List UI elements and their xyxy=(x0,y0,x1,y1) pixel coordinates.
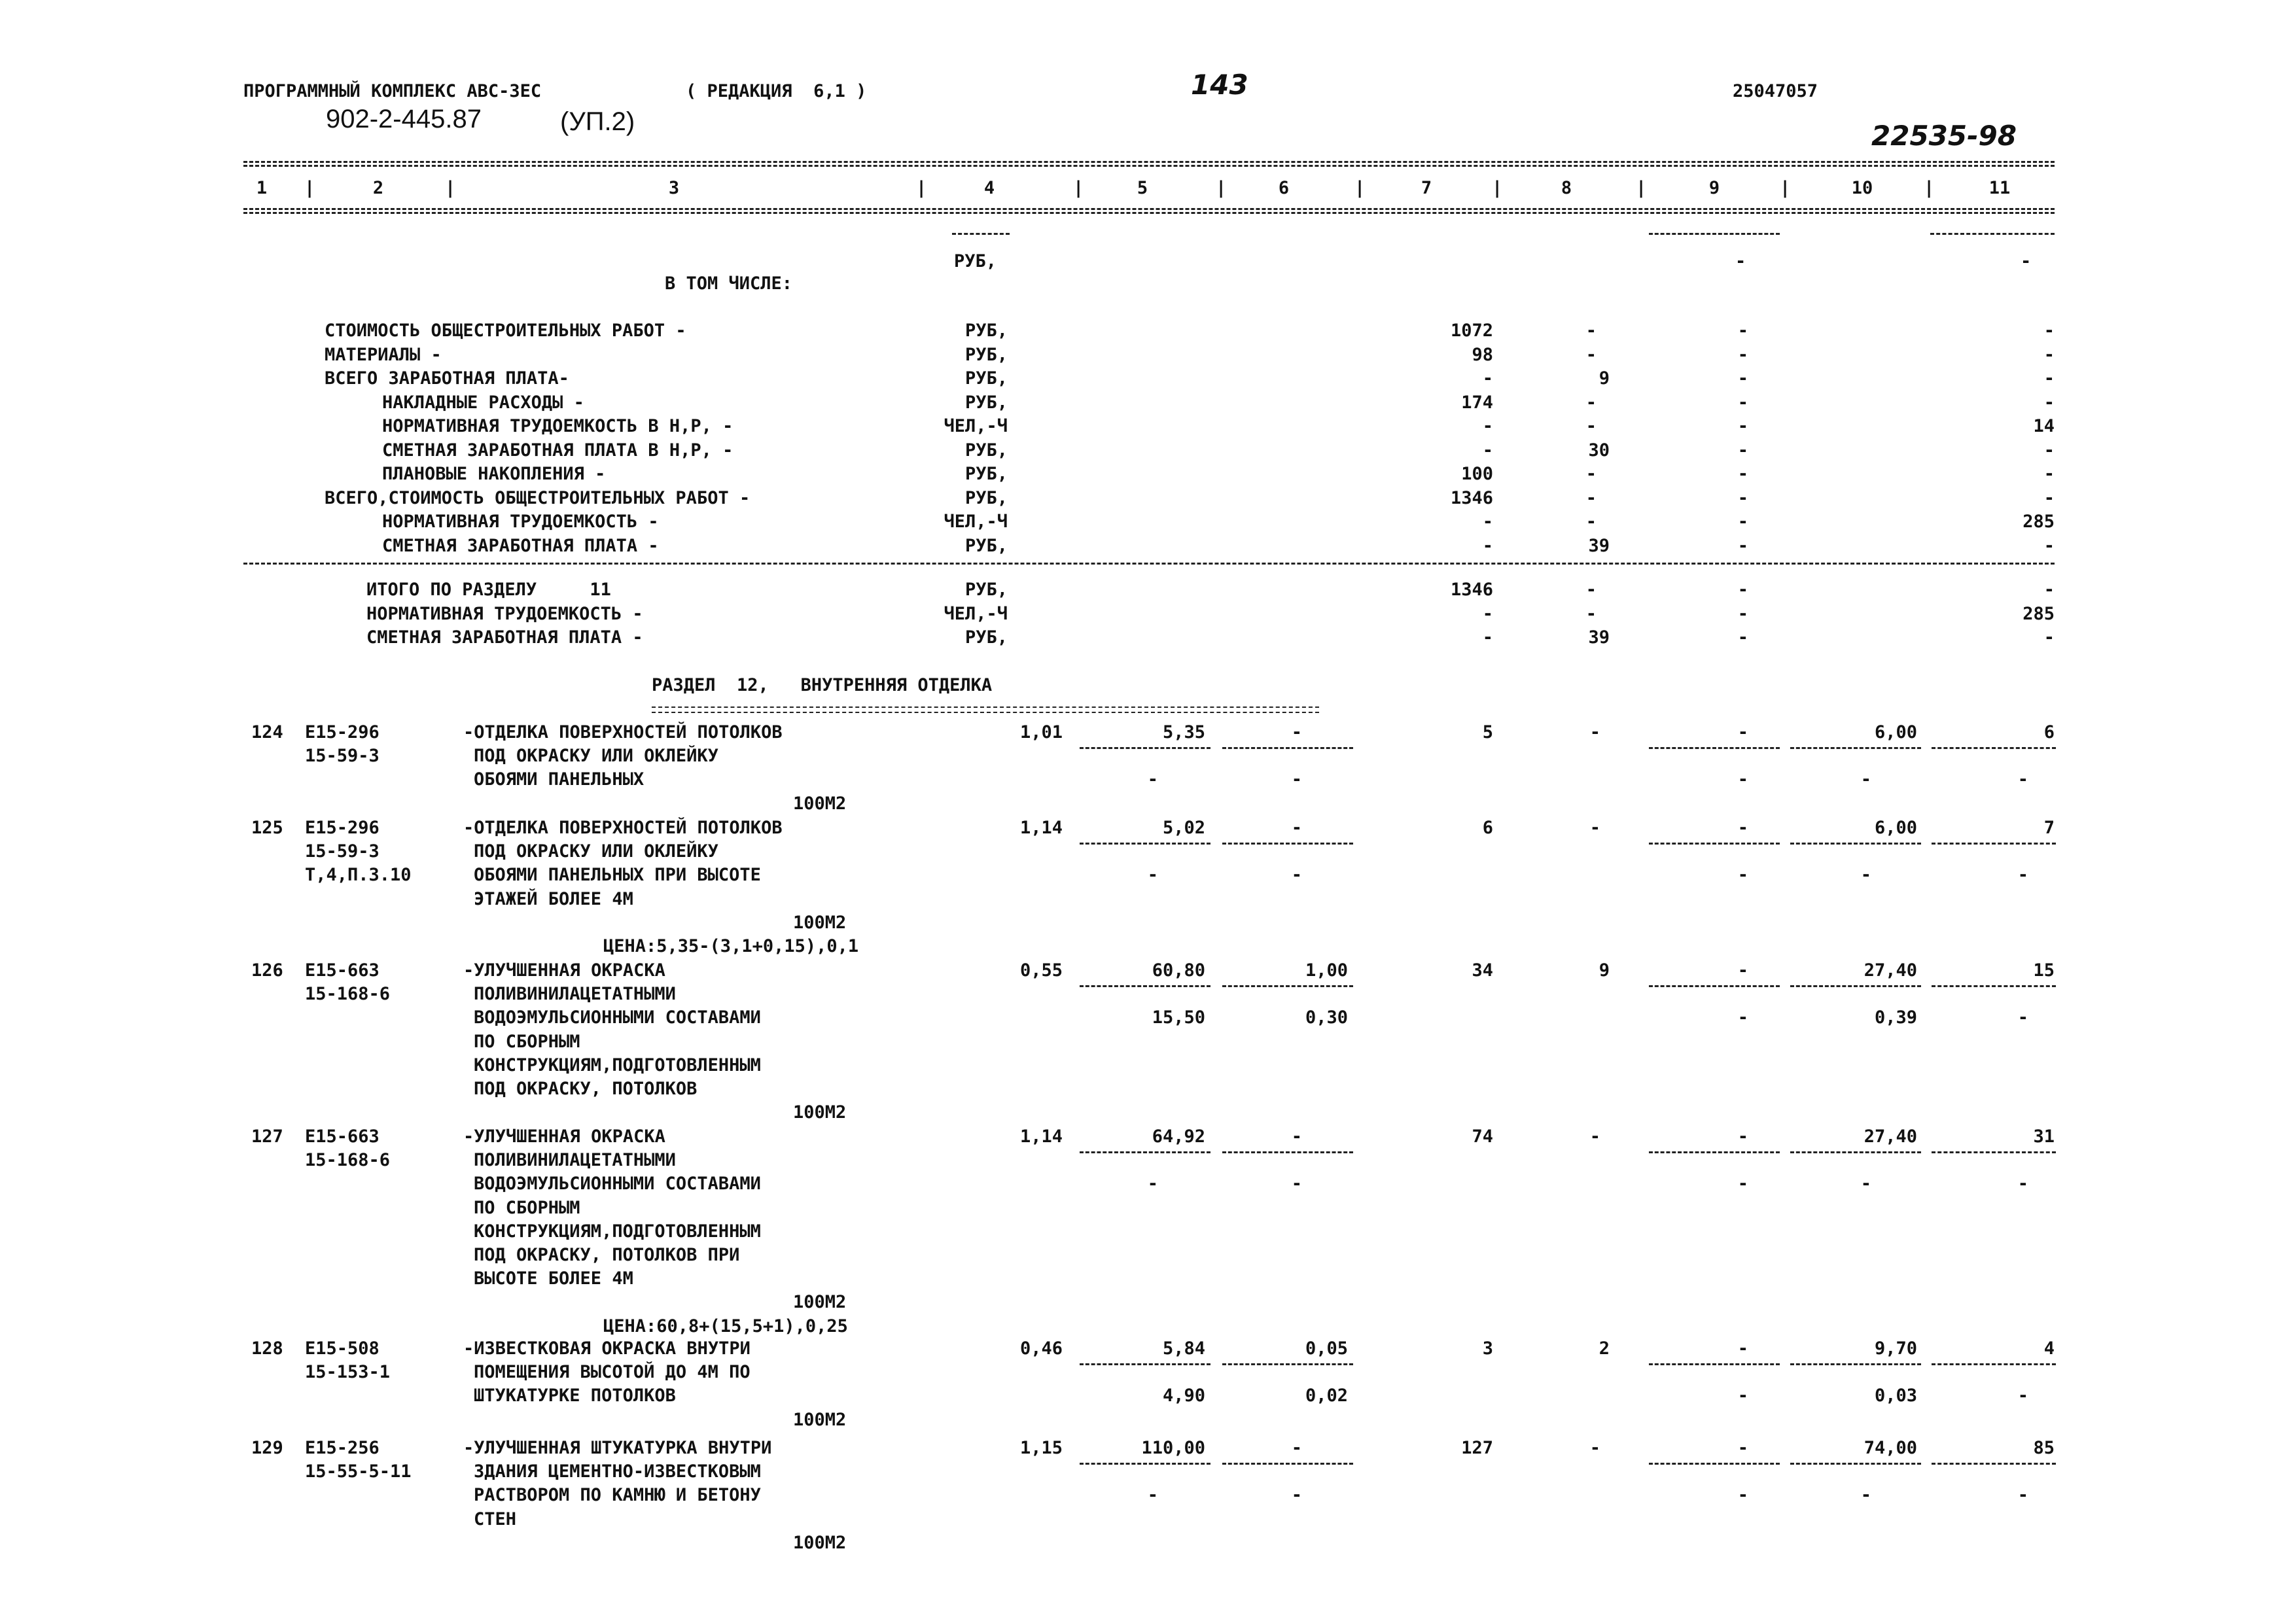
dash-mark: - xyxy=(1735,251,1746,271)
item-c9: - xyxy=(1737,1338,1748,1359)
item-code-ref: 15-153-1 xyxy=(305,1362,391,1383)
item-c9-lower: - xyxy=(1737,1174,1748,1195)
summary-bottom-rule xyxy=(243,563,2055,565)
column-separator: | xyxy=(1216,178,1227,198)
item-unit-cost-wage: - xyxy=(1147,1174,1158,1195)
item-description-line: СТЕН xyxy=(474,1509,517,1529)
summary-row-unit: РУБ, xyxy=(964,440,1008,461)
column-header-8: 8 xyxy=(1561,178,1572,198)
total-row-label: ИТОГО ПО РАЗДЕЛУ 11 xyxy=(366,580,611,600)
section-underline xyxy=(652,707,1319,713)
item-description-line: ОБОЯМИ ПАНЕЛЬНЫХ ПРИ ВЫСОТЕ xyxy=(474,865,761,886)
summary-row-c11: 14 xyxy=(2033,416,2055,436)
summary-row-cost: - xyxy=(1482,535,1493,556)
item-price-formula: ЦЕНА:5,35-(3,1+0,15),0,1 xyxy=(603,936,859,956)
summary-row-cost: 1346 xyxy=(1450,487,1493,508)
item-c9-lower: - xyxy=(1737,1007,1748,1028)
item-total-cost: 127 xyxy=(1461,1438,1493,1458)
item-description-line: ПОЛИВИНИЛАЦЕТАТНЫМИ xyxy=(474,1150,676,1171)
summary-row-cost: 98 xyxy=(1472,344,1493,365)
total-row-c9: - xyxy=(1737,603,1748,624)
column-separator: | xyxy=(1073,178,1084,198)
summary-row-unit: РУБ, xyxy=(964,464,1008,484)
fraction-rule-c5 xyxy=(1080,985,1210,987)
item-description-line: ОБОЯМИ ПАНЕЛЬНЫХ xyxy=(474,769,645,790)
summary-row-c9: - xyxy=(1737,416,1748,436)
item-code: Е15-663 xyxy=(305,960,380,981)
item-description-line: -ОТДЕЛКА ПОВЕРХНОСТЕЙ ПОТОЛКОВ xyxy=(463,818,783,838)
summary-row-unit: РУБ, xyxy=(964,392,1008,413)
summary-row-c9: - xyxy=(1737,321,1748,341)
item-description-line: ПОЛИВИНИЛАЦЕТАТНЫМИ xyxy=(474,984,676,1005)
item-labor-machine-total: - xyxy=(2017,1007,2028,1028)
item-unit-machine-wage: - xyxy=(1291,1174,1302,1195)
total-row-label: СМЕТНАЯ ЗАРАБОТНАЯ ПЛАТА - xyxy=(366,627,643,648)
summary-row-c11: 285 xyxy=(2022,512,2055,532)
item-unit-cost-wage: 4,90 xyxy=(1162,1386,1205,1406)
table-top-rule-2 xyxy=(243,165,2055,167)
item-unit-measure: 100М2 xyxy=(793,1102,847,1123)
summary-row-label: СМЕТНАЯ ЗАРАБОТНАЯ ПЛАТА - xyxy=(382,535,659,556)
fraction-rule-c5 xyxy=(1080,1151,1210,1153)
summary-row-c9: - xyxy=(1737,512,1748,532)
column-header-7: 7 xyxy=(1421,178,1432,198)
item-unit-measure: 100М2 xyxy=(793,1532,847,1553)
item-number: 124 xyxy=(251,722,283,742)
item-number: 129 xyxy=(251,1438,283,1458)
column-header-10: 10 xyxy=(1851,178,1873,198)
summary-row-unit: ЧЕЛ,-Ч xyxy=(944,512,1008,532)
column-separator: | xyxy=(1492,178,1503,198)
item-description-line: ВЫСОТЕ БОЛЕЕ 4М xyxy=(474,1268,633,1289)
summary-row-label: ПЛАНОВЫЕ НАКОПЛЕНИЯ - xyxy=(382,464,606,484)
item-code: Е15-663 xyxy=(305,1126,380,1147)
summary-row-unit: РУБ, xyxy=(964,321,1008,341)
item-code-ref: 15-55-5-11 xyxy=(305,1461,412,1482)
fraction-rule-c11 xyxy=(1932,747,2056,749)
item-unit-machine-wage: - xyxy=(1291,1485,1302,1506)
item-unit-cost: 5,35 xyxy=(1162,722,1205,742)
summary-row-c11: - xyxy=(2043,535,2055,556)
item-unit-cost-wage: - xyxy=(1147,769,1158,790)
summary-row-label: СМЕТНАЯ ЗАРАБОТНАЯ ПЛАТА В Н,Р, - xyxy=(382,440,733,461)
column-separator: | xyxy=(1780,178,1791,198)
total-row-cost: - xyxy=(1482,627,1493,648)
summary-row-c11: - xyxy=(2043,487,2055,508)
total-row-c8: - xyxy=(1585,580,1597,600)
summary-row-unit: ЧЕЛ,-Ч xyxy=(944,416,1008,436)
top-dash-c4 xyxy=(952,233,1010,235)
item-unit-wage: - xyxy=(1291,1438,1302,1458)
item-labor-machine-total: - xyxy=(2017,1386,2028,1406)
item-code-ref: 15-59-3 xyxy=(305,746,380,767)
top-dash-c9 xyxy=(1649,233,1780,235)
total-row-c9: - xyxy=(1737,627,1748,648)
item-total-cost: 3 xyxy=(1482,1338,1493,1359)
item-labor-machine-total: - xyxy=(2017,769,2028,790)
summary-row-c11: - xyxy=(2043,392,2055,413)
project-code: 902-2-445.87 xyxy=(326,105,482,133)
summary-row-c9: - xyxy=(1737,440,1748,461)
total-row-c11: 285 xyxy=(2022,603,2055,624)
item-unit-wage: - xyxy=(1291,818,1302,838)
item-unit-cost-wage: - xyxy=(1147,865,1158,886)
summary-row-label: МАТЕРИАЛЫ - xyxy=(325,344,442,365)
item-number: 127 xyxy=(251,1126,283,1147)
column-header-11: 11 xyxy=(1988,178,2011,198)
item-unit-machine-wage: 0,30 xyxy=(1305,1007,1348,1028)
column-separator: | xyxy=(1636,178,1647,198)
fraction-rule-c9 xyxy=(1649,1363,1780,1365)
item-quantity: 0,55 xyxy=(1019,960,1063,981)
table-top-rule xyxy=(243,161,2055,163)
column-header-5: 5 xyxy=(1137,178,1148,198)
item-labor-norm: 6,00 xyxy=(1874,818,1917,838)
in-that-number-label: В ТОМ ЧИСЛЕ: xyxy=(665,273,793,294)
summary-row-label: НОРМАТИВНАЯ ТРУДОЕМКОСТЬ В Н,Р, - xyxy=(382,416,733,436)
item-labor-norm: 27,40 xyxy=(1863,960,1917,981)
item-number: 125 xyxy=(251,818,283,838)
item-unit-cost-wage: - xyxy=(1147,1485,1158,1506)
page-number: 143 xyxy=(1191,69,1248,101)
fraction-rule-c9 xyxy=(1649,843,1780,845)
item-labor-total: 4 xyxy=(2043,1338,2055,1359)
item-unit-measure: 100М2 xyxy=(793,1292,847,1313)
summary-row-label: ВСЕГО ЗАРАБОТНАЯ ПЛАТА- xyxy=(325,368,569,389)
item-unit-measure: 100М2 xyxy=(793,793,847,814)
summary-row-c8: - xyxy=(1585,464,1597,484)
table-header-bottom-rule-2 xyxy=(243,212,2055,214)
column-header-9: 9 xyxy=(1708,178,1720,198)
item-labor-norm: 27,40 xyxy=(1863,1126,1917,1147)
item-labor-machine-total: - xyxy=(2017,1485,2028,1506)
fraction-rule-c6 xyxy=(1222,1463,1353,1465)
item-unit-cost: 5,84 xyxy=(1162,1338,1205,1359)
total-row-c11: - xyxy=(2043,580,2055,600)
item-unit-machine-wage: - xyxy=(1291,769,1302,790)
fraction-rule-c10 xyxy=(1790,1363,1921,1365)
item-code-ref: 15-59-3 xyxy=(305,841,380,862)
summary-row-c8: - xyxy=(1585,392,1597,413)
item-unit-machine-wage: - xyxy=(1291,865,1302,886)
summary-row-cost: - xyxy=(1482,368,1493,389)
item-description-line: -ИЗВЕСТКОВАЯ ОКРАСКА ВНУТРИ xyxy=(463,1338,751,1359)
item-labor-norm: 6,00 xyxy=(1874,722,1917,742)
item-quantity: 1,01 xyxy=(1019,722,1063,742)
fraction-rule-c10 xyxy=(1790,747,1921,749)
fraction-rule-c9 xyxy=(1649,1463,1780,1465)
item-c9: - xyxy=(1737,818,1748,838)
item-total-cost: 6 xyxy=(1482,818,1493,838)
item-description-line: -УЛУЧШЕННАЯ ОКРАСКА xyxy=(463,1126,665,1147)
program-edition: ( РЕДАКЦИЯ 6,1 ) xyxy=(686,81,867,101)
fraction-rule-c11 xyxy=(1932,985,2056,987)
item-labor-total: 7 xyxy=(2043,818,2055,838)
item-total-wage: - xyxy=(1589,1438,1600,1458)
item-description-line: ПОМЕЩЕНИЯ ВЫСОТОЙ ДО 4М ПО xyxy=(474,1362,751,1383)
doc-code: 25047057 xyxy=(1733,81,1818,101)
summary-row-label: НОРМАТИВНАЯ ТРУДОЕМКОСТЬ - xyxy=(382,512,659,532)
item-code: Е15-296 xyxy=(305,722,380,742)
column-header-1: 1 xyxy=(256,178,268,198)
item-description-line: ЗДАНИЯ ЦЕМЕНТНО-ИЗВЕСТКОВЫМ xyxy=(474,1461,761,1482)
item-code: Е15-296 xyxy=(305,818,380,838)
item-total-cost: 34 xyxy=(1472,960,1493,981)
column-header-3: 3 xyxy=(668,178,680,198)
item-quantity: 1,14 xyxy=(1019,1126,1063,1147)
item-labor-machine: - xyxy=(1860,769,1871,790)
total-row-label: НОРМАТИВНАЯ ТРУДОЕМКОСТЬ - xyxy=(366,603,643,624)
summary-row-cost: - xyxy=(1482,416,1493,436)
item-labor-total: 31 xyxy=(2033,1126,2055,1147)
item-labor-machine: 0,03 xyxy=(1874,1386,1917,1406)
fraction-rule-c11 xyxy=(1932,1463,2056,1465)
summary-row-cost: 1072 xyxy=(1450,321,1493,341)
summary-row-cost: - xyxy=(1482,440,1493,461)
summary-row-unit: РУБ, xyxy=(964,344,1008,365)
total-row-c11: - xyxy=(2043,627,2055,648)
item-labor-norm: 9,70 xyxy=(1874,1338,1917,1359)
summary-row-c9: - xyxy=(1737,535,1748,556)
summary-row-c8: - xyxy=(1585,487,1597,508)
item-description-line: ПОД ОКРАСКУ, ПОТОЛКОВ xyxy=(474,1079,698,1099)
summary-row-c9: - xyxy=(1737,368,1748,389)
fraction-rule-c5 xyxy=(1080,1363,1210,1365)
summary-row-c11: - xyxy=(2043,368,2055,389)
column-header-4: 4 xyxy=(983,178,995,198)
total-row-unit: ЧЕЛ,-Ч xyxy=(944,603,1008,624)
summary-row-c8: - xyxy=(1585,512,1597,532)
item-code: Е15-256 xyxy=(305,1438,380,1458)
fraction-rule-c6 xyxy=(1222,843,1353,845)
item-total-wage: - xyxy=(1589,722,1600,742)
fraction-rule-c6 xyxy=(1222,747,1353,749)
summary-row-unit: РУБ, xyxy=(964,535,1008,556)
summary-row-c8: 39 xyxy=(1588,535,1610,556)
item-labor-machine-total: - xyxy=(2017,865,2028,886)
fraction-rule-c5 xyxy=(1080,1463,1210,1465)
summary-row-cost: - xyxy=(1482,512,1493,532)
item-labor-norm: 74,00 xyxy=(1863,1438,1917,1458)
fraction-rule-c11 xyxy=(1932,843,2056,845)
summary-row-c11: - xyxy=(2043,344,2055,365)
item-description-line: -УЛУЧШЕННАЯ ОКРАСКА xyxy=(463,960,665,981)
section-title: РАЗДЕЛ 12, ВНУТРЕННЯЯ ОТДЕЛКА xyxy=(652,675,993,695)
item-description-line: ПОД ОКРАСКУ ИЛИ ОКЛЕЙКУ xyxy=(474,746,718,767)
fraction-rule-c10 xyxy=(1790,1463,1921,1465)
fraction-rule-c6 xyxy=(1222,1151,1353,1153)
item-total-cost: 74 xyxy=(1472,1126,1493,1147)
item-description-line: КОНСТРУКЦИЯМ,ПОДГОТОВЛЕННЫМ xyxy=(474,1055,761,1075)
item-description-line: -ОТДЕЛКА ПОВЕРХНОСТЕЙ ПОТОЛКОВ xyxy=(463,722,783,742)
item-c9-lower: - xyxy=(1737,1485,1748,1506)
item-labor-total: 6 xyxy=(2043,722,2055,742)
item-unit-cost: 110,00 xyxy=(1141,1438,1205,1458)
total-row-c9: - xyxy=(1737,580,1748,600)
column-separator: | xyxy=(1354,178,1366,198)
column-separator: | xyxy=(445,178,456,198)
total-row-c8: - xyxy=(1585,603,1597,624)
summary-row-c8: 9 xyxy=(1598,368,1610,389)
item-c9-lower: - xyxy=(1737,769,1748,790)
summary-row-c8: - xyxy=(1585,321,1597,341)
summary-row-label: НАКЛАДНЫЕ РАСХОДЫ - xyxy=(382,392,584,413)
summary-row-c11: - xyxy=(2043,440,2055,461)
summary-row-unit: РУБ, xyxy=(964,368,1008,389)
item-c9: - xyxy=(1737,960,1748,981)
item-labor-total: 85 xyxy=(2033,1438,2055,1458)
total-row-c8: 39 xyxy=(1588,627,1610,648)
summary-row-c9: - xyxy=(1737,392,1748,413)
item-description-line: -УЛУЧШЕННАЯ ШТУКАТУРКА ВНУТРИ xyxy=(463,1438,772,1458)
item-unit-cost: 60,80 xyxy=(1152,960,1205,981)
album-label: (УП.2) xyxy=(560,107,635,136)
summary-row-c8: 30 xyxy=(1588,440,1610,461)
item-unit-wage: - xyxy=(1291,1126,1302,1147)
item-unit-measure: 100М2 xyxy=(793,912,847,933)
item-unit-machine-wage: 0,02 xyxy=(1305,1386,1348,1406)
summary-row-c8: - xyxy=(1585,416,1597,436)
fraction-rule-c9 xyxy=(1649,747,1780,749)
item-total-wage: - xyxy=(1589,1126,1600,1147)
item-labor-machine: - xyxy=(1860,1485,1871,1506)
summary-row-cost: 100 xyxy=(1461,464,1493,484)
item-unit-cost: 64,92 xyxy=(1152,1126,1205,1147)
item-code: Е15-508 xyxy=(305,1338,380,1359)
summary-row-c9: - xyxy=(1737,487,1748,508)
fraction-rule-c11 xyxy=(1932,1151,2056,1153)
item-c9: - xyxy=(1737,722,1748,742)
total-row-unit: РУБ, xyxy=(964,580,1008,600)
item-code-ref: 15-168-6 xyxy=(305,984,391,1005)
item-description-line: ПО СБОРНЫМ xyxy=(474,1197,580,1218)
item-c9: - xyxy=(1737,1438,1748,1458)
item-unit-wage: 0,05 xyxy=(1305,1338,1348,1359)
column-separator: | xyxy=(304,178,315,198)
item-labor-machine: - xyxy=(1860,865,1871,886)
item-number: 128 xyxy=(251,1338,283,1359)
item-c9-lower: - xyxy=(1737,1386,1748,1406)
item-description-line: ПОД ОКРАСКУ, ПОТОЛКОВ ПРИ xyxy=(474,1245,740,1265)
column-header-6: 6 xyxy=(1278,178,1290,198)
summary-row-label: СТОИМОСТЬ ОБЩЕСТРОИТЕЛЬНЫХ РАБОТ - xyxy=(325,321,686,341)
item-labor-machine: 0,39 xyxy=(1874,1007,1917,1028)
fraction-rule-c10 xyxy=(1790,985,1921,987)
item-c9: - xyxy=(1737,1126,1748,1147)
column-separator: | xyxy=(916,178,927,198)
item-quantity: 0,46 xyxy=(1019,1338,1063,1359)
item-quantity: 1,14 xyxy=(1019,818,1063,838)
item-labor-machine-total: - xyxy=(2017,1174,2028,1195)
top-dash-c11 xyxy=(1930,233,2055,235)
item-labor-total: 15 xyxy=(2033,960,2055,981)
item-labor-machine: - xyxy=(1860,1174,1871,1195)
item-total-cost: 5 xyxy=(1482,722,1493,742)
fraction-rule-c10 xyxy=(1790,843,1921,845)
total-row-cost: - xyxy=(1482,603,1493,624)
item-unit-cost-wage: 15,50 xyxy=(1152,1007,1205,1028)
fraction-rule-c9 xyxy=(1649,1151,1780,1153)
fraction-rule-c6 xyxy=(1222,1363,1353,1365)
item-total-wage: 9 xyxy=(1598,960,1610,981)
summary-row-c11: - xyxy=(2043,464,2055,484)
summary-row-c8: - xyxy=(1585,344,1597,365)
item-code-note: Т,4,П.3.10 xyxy=(305,865,412,886)
item-description-line: ПО СБОРНЫМ xyxy=(474,1031,580,1052)
dash-mark: - xyxy=(2021,251,2032,271)
fraction-rule-c6 xyxy=(1222,985,1353,987)
item-number: 126 xyxy=(251,960,283,981)
top-unit: РУБ, xyxy=(954,251,997,271)
item-code-ref: 15-168-6 xyxy=(305,1150,391,1171)
item-description-line: РАСТВОРОМ ПО КАМНЮ И БЕТОНУ xyxy=(474,1485,761,1506)
fraction-rule-c11 xyxy=(1932,1363,2056,1365)
item-description-line: ЭТАЖЕЙ БОЛЕЕ 4М xyxy=(474,888,633,909)
item-quantity: 1,15 xyxy=(1019,1438,1063,1458)
fraction-rule-c10 xyxy=(1790,1151,1921,1153)
column-separator: | xyxy=(1924,178,1935,198)
summary-row-unit: РУБ, xyxy=(964,487,1008,508)
summary-row-cost: 174 xyxy=(1461,392,1493,413)
fraction-rule-c5 xyxy=(1080,843,1210,845)
summary-row-c9: - xyxy=(1737,464,1748,484)
item-c9-lower: - xyxy=(1737,865,1748,886)
fraction-rule-c5 xyxy=(1080,747,1210,749)
table-header-bottom-rule xyxy=(243,208,2055,210)
item-description-line: КОНСТРУКЦИЯМ,ПОДГОТОВЛЕННЫМ xyxy=(474,1221,761,1242)
item-total-wage: - xyxy=(1589,818,1600,838)
program-name: ПРОГРАММНЫЙ КОМПЛЕКС АВС-ЗЕС xyxy=(243,81,542,101)
item-total-wage: 2 xyxy=(1598,1338,1610,1359)
sheet-number: 22535-98 xyxy=(1871,120,2017,152)
item-description-line: ПОД ОКРАСКУ ИЛИ ОКЛЕЙКУ xyxy=(474,841,718,862)
item-unit-cost: 5,02 xyxy=(1162,818,1205,838)
item-description-line: ШТУКАТУРКЕ ПОТОЛКОВ xyxy=(474,1386,676,1406)
summary-row-c9: - xyxy=(1737,344,1748,365)
total-row-unit: РУБ, xyxy=(964,627,1008,648)
item-description-line: ВОДОЭМУЛЬСИОННЫМИ СОСТАВАМИ xyxy=(474,1007,761,1028)
summary-row-label: ВСЕГО,СТОИМОСТЬ ОБЩЕСТРОИТЕЛЬНЫХ РАБОТ - xyxy=(325,487,751,508)
item-unit-measure: 100М2 xyxy=(793,1409,847,1430)
item-unit-wage: - xyxy=(1291,722,1302,742)
item-unit-wage: 1,00 xyxy=(1305,960,1348,981)
item-description-line: ВОДОЭМУЛЬСИОННЫМИ СОСТАВАМИ xyxy=(474,1174,761,1195)
column-header-2: 2 xyxy=(372,178,384,198)
fraction-rule-c9 xyxy=(1649,985,1780,987)
summary-row-c11: - xyxy=(2043,321,2055,341)
total-row-cost: 1346 xyxy=(1450,580,1493,600)
item-price-formula: ЦЕНА:60,8+(15,5+1),0,25 xyxy=(603,1316,848,1336)
